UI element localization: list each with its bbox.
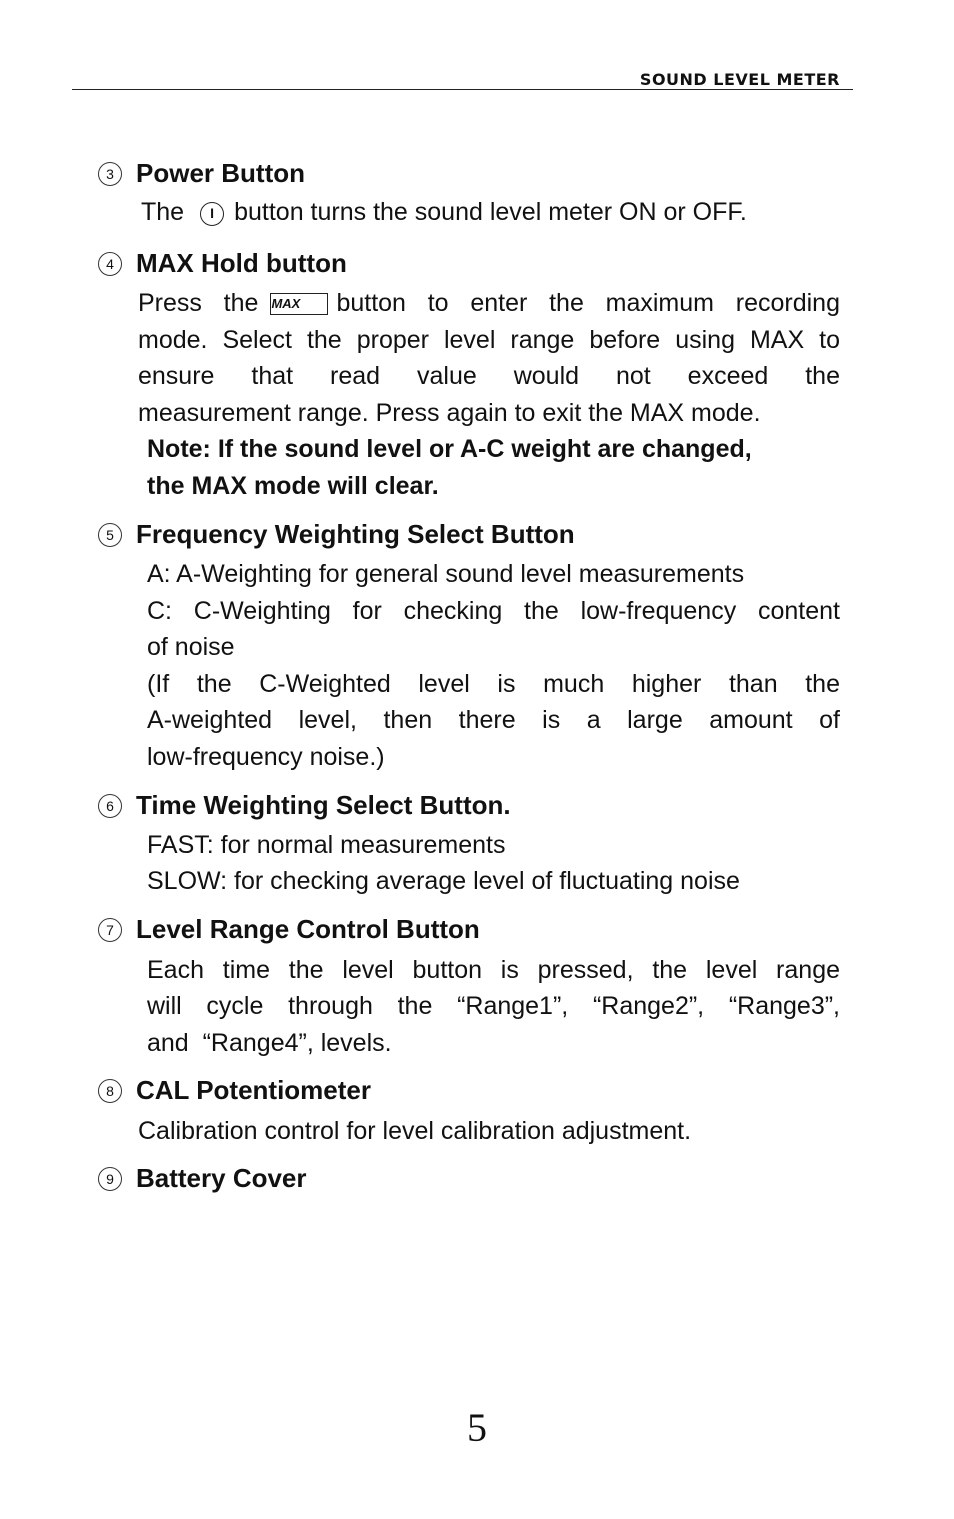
section-title: Frequency Weighting Select Button xyxy=(136,519,575,549)
max-line-4: measurement range. Press again to exit the MAX mode. xyxy=(138,399,761,427)
circled-number: 5 xyxy=(98,523,122,547)
circled-number: 9 xyxy=(98,1167,122,1191)
section-title: Time Weighting Select Button. xyxy=(136,790,511,820)
section-heading-frequency xyxy=(98,519,575,549)
max-note-2: the MAX mode will clear. xyxy=(147,472,439,500)
section-heading-power xyxy=(98,158,305,188)
section-heading-time xyxy=(98,790,511,820)
section-title: Power Button xyxy=(136,158,305,188)
section-heading-cal xyxy=(98,1075,371,1105)
section-title: Level Range Control Button xyxy=(136,914,480,944)
range-line-3: and “Range4”, levels. xyxy=(147,1029,392,1057)
circled-number: 8 xyxy=(98,1079,122,1103)
frequency-line-1: A: A-Weighting for general sound level measurements xyxy=(147,560,745,588)
range-line-2: will cycle through the “Range1”, “Range2”, “Range3”, xyxy=(147,992,840,1020)
header-title: SOUND LEVEL METER xyxy=(639,70,840,89)
circled-number: 7 xyxy=(98,918,122,942)
max-button-icon: MAX xyxy=(270,293,328,315)
frequency-line-6: low-frequency noise.) xyxy=(147,743,385,771)
power-description xyxy=(141,197,747,227)
frequency-line-5: A-weighted level, then there is a large amount of xyxy=(147,706,840,734)
frequency-line-3: of noise xyxy=(147,633,235,661)
section-heading-battery xyxy=(98,1163,307,1193)
power-text-pre: The xyxy=(141,198,185,226)
max-text-post: button to enter the maximum recording xyxy=(336,289,840,317)
section-title: CAL Potentiometer xyxy=(136,1075,371,1105)
max-line-2: mode. Select the proper level range before using MAX to xyxy=(138,326,840,354)
time-line-1: FAST: for normal measurements xyxy=(147,831,506,859)
time-line-2: SLOW: for checking average level of fluctuating noise xyxy=(147,867,740,895)
frequency-line-4: (If the C-Weighted level is much higher than the xyxy=(147,670,840,698)
frequency-line-2: C: C-Weighting for checking the low-frequency content xyxy=(147,597,840,625)
section-heading-range xyxy=(98,914,480,944)
section-heading-max xyxy=(98,248,347,278)
cal-description: Calibration control for level calibration adjustment. xyxy=(138,1117,692,1145)
circled-number: 4 xyxy=(98,252,122,276)
max-line-1 xyxy=(138,288,840,318)
max-text-pre: Press the xyxy=(138,289,259,317)
circled-number: 6 xyxy=(98,794,122,818)
max-note-1: Note: If the sound level or A-C weight are changed, xyxy=(147,435,752,463)
power-icon: I xyxy=(200,202,224,226)
page-number: 5 xyxy=(467,1405,487,1450)
power-text-post: button turns the sound level meter ON or OFF. xyxy=(234,198,747,226)
section-title: MAX Hold button xyxy=(136,248,347,278)
circled-number: 3 xyxy=(98,162,122,186)
range-line-1: Each time the level button is pressed, the level range xyxy=(147,956,840,984)
header-rule xyxy=(72,89,853,90)
max-line-3: ensure that read value would not exceed the xyxy=(138,362,840,390)
section-title: Battery Cover xyxy=(136,1163,307,1193)
